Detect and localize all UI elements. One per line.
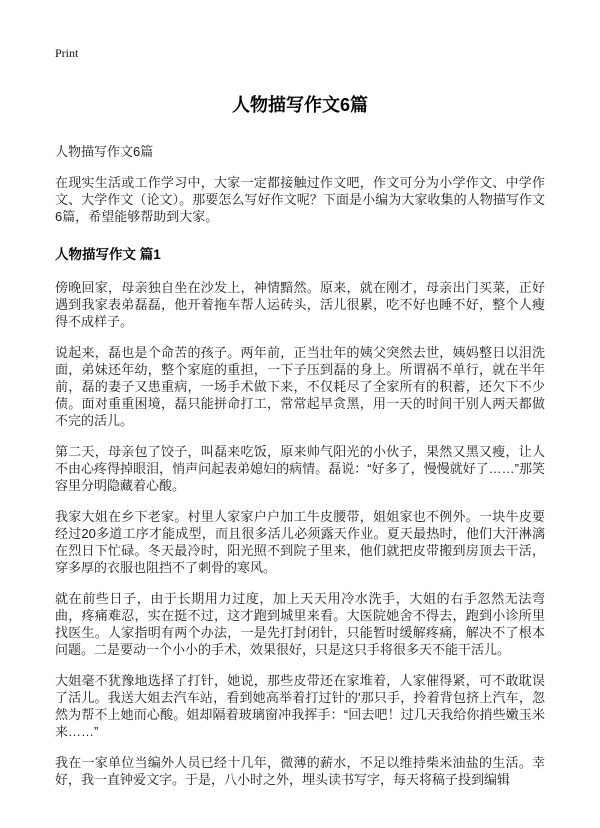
paragraph: 大姐毫不犹豫地选择了打针，她说，那些皮带还在家堆着，人家催得紧，可不敢耽误了活儿。我送大姐去汽车站，看到她高举着打过针的'那只手，拎着背包挤上汽车，忽然为帮不上她而心酸。姐却隔着玻璃窗冲我挥手：“回去吧！过几天我给你捎些嫩玉米来……”: [55, 673, 545, 739]
paragraph: 第二天，母亲包了饺子，叫磊来吃饭，原来帅气阳光的小伙子，果然又黑又瘦，让人不由心疼得掉眼泪，悄声问起表弟媳妇的病情。磊说：“好多了，慢慢就好了……”那笑容里分明隐藏着心酸。: [55, 444, 545, 493]
paragraph: 我家大姐在乡下老家。村里人家家户户加工牛皮腰带，姐姐家也不例外。一块牛皮要经过20多道工序才能成型，而且很多活儿必须露天作业。夏天最热时，他们大汗淋漓在烈日下忙碌。冬天最冷时，阳光照不到院子里来，他们就把皮带搬到房顶去干活，穿多厚的衣服也阻挡不了刺骨的寒风。: [55, 509, 545, 575]
paragraph: 傍晚回家，母亲独自坐在沙发上，神情黯然。原来，就在刚才，母亲出门买菜，正好遇到我家表弟磊磊，他开着拖车帮人运砖头，活儿很累，吃不好也睡不好，整个人瘦得不成样子。: [55, 280, 545, 329]
section-heading-essay-1: 人物描写作文 篇1: [55, 247, 161, 262]
paragraph: 就在前些日子，由于长期用力过度，加上天天用冷水洗手，大姐的右手忽然无法弯曲，疼痛难忍，实在挺不过，这才跑到城里来看。大医院她舍不得去，跑到小诊所里找医生。人家指明有两个办法，一是先打封闭针，只能暂时缓解疼痛，解决不了根本问题。二是要动一个小小的手术，效果很好，只是这只手将很多天不能干活儿。: [55, 591, 545, 657]
paragraph: 我在一家单位当编外人员已经十几年，微薄的薪水，不足以维持柴米油盐的生活。幸好，我一直钟爱文字。于是，八小时之外，埋头读书写字，每天将稿子投到编辑: [55, 755, 545, 787]
intro-paragraph: 在现实生活或工作学习中，大家一定都接触过作文吧，作文可分为小学作文、中学作文、大学作文（论文）。那要怎么写好作文呢？下面是小编为大家收集的人物描写作文6篇，希望能够帮助到大家。: [55, 175, 545, 224]
document-title: 人物描写作文6篇: [231, 95, 368, 115]
paragraph: 说起来，磊也是个命苦的孩子。两年前，正当壮年的姨父突然去世，姨妈整日以泪洗面，弟妹还年幼，整个家庭的重担，一下子压到磊的身上。所谓祸不单行，就在半年前，磊的妻子又患重病，一场手术做下来，不仅耗尽了全家所有的积蓄，还欠下不少债。面对重重困境，磊只能拼命打工，常常起早贪黑，用一天的时间干别人两天都做不完的活儿。: [55, 345, 545, 428]
document-subtitle: 人物描写作文6篇: [55, 144, 154, 159]
print-link[interactable]: Print: [55, 46, 79, 60]
